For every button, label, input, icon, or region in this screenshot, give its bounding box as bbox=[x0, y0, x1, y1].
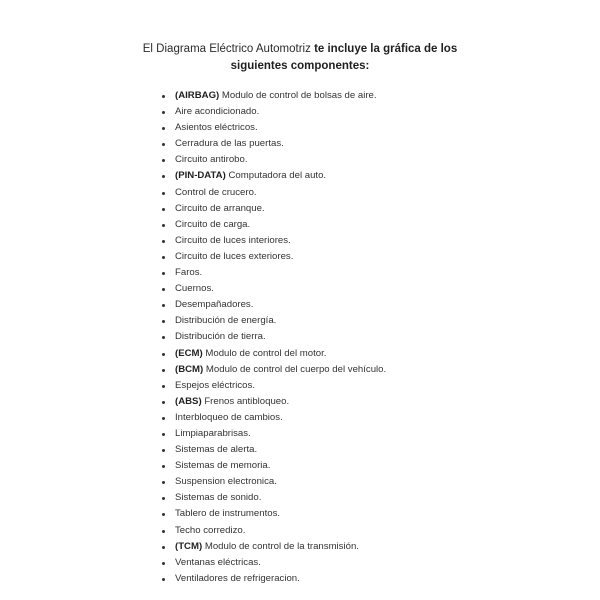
intro-paragraph bbox=[120, 41, 480, 75]
list-item bbox=[160, 490, 386, 506]
list-item-text: Tablero de instrumentos. bbox=[175, 508, 281, 520]
list-item bbox=[160, 523, 386, 539]
list-item-text: Espejos eléctricos. bbox=[175, 379, 255, 391]
list-item bbox=[160, 426, 386, 442]
list-item bbox=[160, 152, 386, 168]
list-item bbox=[160, 458, 386, 474]
list-item-text: Ventanas eléctricas. bbox=[175, 556, 261, 568]
list-item-text: Circuito de luces interiores. bbox=[175, 234, 291, 246]
list-item-text: Sistemas de memoria. bbox=[175, 460, 271, 472]
list-item bbox=[160, 265, 386, 281]
list-item-text: Suspension electronica. bbox=[175, 476, 277, 488]
list-item bbox=[160, 571, 386, 587]
list-item-acronym: (ECM) bbox=[175, 347, 203, 359]
list-item bbox=[160, 539, 386, 555]
list-item-text: Interbloqueo de cambios. bbox=[175, 411, 283, 423]
list-item-text: Modulo de control de bolsas de aire. bbox=[219, 90, 377, 101]
list-item bbox=[160, 201, 386, 217]
list-item bbox=[160, 281, 386, 297]
list-item bbox=[160, 394, 386, 410]
list-item bbox=[160, 378, 386, 394]
list-item-text: Asientos eléctricos. bbox=[175, 122, 258, 134]
list-item-text: Sistemas de sonido. bbox=[175, 492, 262, 504]
list-item-text: Cuernos. bbox=[175, 283, 214, 295]
list-item bbox=[160, 136, 386, 152]
list-item bbox=[160, 506, 386, 522]
list-item-acronym: (BCM) bbox=[175, 363, 204, 375]
list-item-text: Ventiladores de refrigeracion. bbox=[175, 572, 300, 584]
list-item-text: Distribución de tierra. bbox=[175, 331, 266, 343]
list-item-text: Modulo de control del cuerpo del vehículo. bbox=[203, 363, 387, 375]
list-item bbox=[160, 362, 386, 378]
list-item-text: Sistemas de alerta. bbox=[175, 444, 258, 456]
list-item-text: Faros. bbox=[175, 267, 203, 279]
intro-bold-text: te incluye la gráfica de los siguientes componentes: bbox=[230, 43, 458, 72]
list-item-text: Distribución de energía. bbox=[175, 315, 277, 327]
list-item bbox=[160, 474, 386, 490]
list-item-text: Cerradura de las puertas. bbox=[175, 138, 284, 150]
list-item-acronym: (TCM) bbox=[175, 540, 203, 552]
list-item bbox=[160, 88, 386, 104]
list-item-text: Aire acondicionado. bbox=[175, 106, 260, 118]
list-item bbox=[160, 185, 386, 201]
list-item bbox=[160, 217, 386, 233]
list-item bbox=[160, 249, 386, 265]
list-item-text: Techo corredizo. bbox=[175, 524, 246, 536]
list-item bbox=[160, 442, 386, 458]
list-item bbox=[160, 410, 386, 426]
list-item-text: Computadora del auto. bbox=[225, 170, 327, 182]
list-item-acronym: (AIRBAG) bbox=[175, 90, 220, 101]
list-item-text: Frenos antibloqueo. bbox=[201, 395, 290, 407]
list-item-text: Desempañadores. bbox=[175, 299, 254, 311]
list-item bbox=[160, 346, 386, 362]
list-item-text: Modulo de control del motor. bbox=[202, 347, 327, 359]
list-item bbox=[160, 120, 386, 136]
list-item bbox=[160, 555, 386, 571]
list-item bbox=[160, 233, 386, 249]
list-item-text: Modulo de control de la transmisión. bbox=[202, 540, 359, 552]
list-item-text: Circuito de carga. bbox=[175, 218, 251, 230]
list-item-acronym: (PIN-DATA) bbox=[175, 170, 226, 182]
list-item-text: Circuito de luces exteriores. bbox=[175, 250, 294, 262]
list-item-acronym: (ABS) bbox=[175, 395, 202, 407]
list-item bbox=[160, 168, 386, 184]
list-item bbox=[160, 297, 386, 313]
list-item-text: Circuito de arranque. bbox=[175, 202, 265, 214]
list-item-text: Limpiaparabrisas. bbox=[175, 427, 251, 439]
list-item-text: Circuito antirobo. bbox=[175, 154, 248, 166]
components-list bbox=[160, 88, 386, 587]
intro-regular-text: El Diagrama Eléctrico Automotriz bbox=[142, 43, 315, 55]
list-item bbox=[160, 329, 386, 345]
list-item bbox=[160, 313, 386, 329]
list-item-text: Control de crucero. bbox=[175, 186, 257, 198]
list-item bbox=[160, 104, 386, 120]
